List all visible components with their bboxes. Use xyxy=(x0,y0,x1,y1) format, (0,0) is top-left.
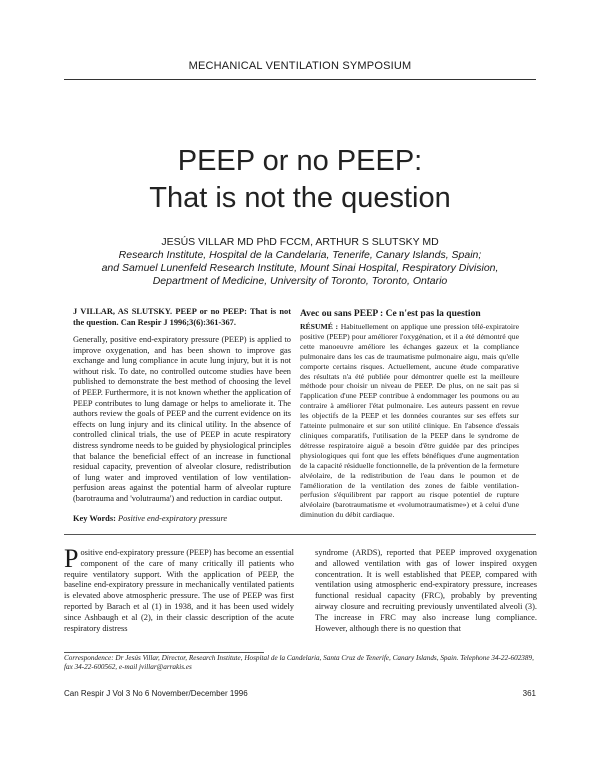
correspondence-rule xyxy=(64,652,264,653)
article-title-line-1: PEEP or no PEEP: xyxy=(177,145,423,177)
article-title-line-2: That is not the question xyxy=(149,182,451,214)
affiliation-line-3: Department of Medicine, University of Toronto, Toronto, Ontario xyxy=(152,275,448,287)
body-left-text: ositive end-expiratory pressure (PEEP) has become an essential component of the care of many critically ill patients who require ventilatory support. With the application of PEEP, the baseline end-expiratory pressure in mechanically ventilated patients is elevated above atmospheric pressure. The use of PEEP was first reported by Barach et al (1) in 1938, and it has been used widely since Ashbaugh et al (2), in their classic description of the acute respiratory distress xyxy=(64,548,294,633)
correspondence: Correspondence: Dr Jesús Villar, Director, Research Institute, Hospital de la Candelaria, Santa Cruz de Tenerife, Canary Islands, Spain. Telephone 34-22-602389, fax 34-22-600562, e-mail jvillar@arrakis.es xyxy=(64,654,534,672)
body-column-left xyxy=(64,544,294,634)
drop-cap: P xyxy=(64,544,79,573)
running-header: MECHANICAL VENTILATION SYMPOSIUM xyxy=(188,60,412,72)
body-column-right: syndrome (ARDS), reported that PEEP improved oxygenation and allowed ventilation with gas of lower inspired oxygen concentration. It is well established that PEEP, compared with ventilation using atmospheric end-expiratory pressure, increases functional residual capacity (FRC), probably by preventing airway closure and recruiting previously unventilated alveoli (3). The increase in FRC may also increase lung compliance. However, although there is no question that xyxy=(315,548,537,633)
keywords-label: Key Words: xyxy=(73,514,116,523)
resume-label: RÉSUMÉ : xyxy=(300,322,339,331)
page-number: 361 xyxy=(522,689,536,698)
french-abstract xyxy=(300,322,519,520)
affiliation-line-1: Research Institute, Hospital de la Candelaria, Tenerife, Canary Islands, Spain; xyxy=(118,249,482,261)
resume-text: Habituellement on applique une pression télé-expiratoire positive (PEEP) pour améliorer l'oxygénation, et il a été démontré que cette manoeuvre améliore les échanges gazeux et la compliance pulmonaire dans les cas de traumatisme pulmonaire aigu, mais qu'elle comporte certains risques. Actuellement, aucune étude comparative des résultats n'a été publiée pour démontrer quelle est la meilleure méthode pour choisir un niveau de PEEP. De plus, on ne sait pas si l'application d'une PEEP contribue à endommager les poumons ou au contraire à améliorer l'état pulmonaire. Les auteurs passent en revue les objectifs de la PEEP et les données courantes sur ses effets sur l'atteinte pulmonaire et sur son utilité clinique. En l'absence d'essais cliniques comparatifs, l'utilisation de la PEEP dans le syndrome de détresse respiratoire aiguë a besoin d'être guidée par des principes physiologiques qui font que les effets bénéfiques d'une augmentation de la capacité résiduelle fonctionnelle, de la prévention de la fermeture alvéolaire, de la redistribution de l'eau dans le poumon et de l'amélioration de la ventilation des zones de faible ventilation-perfusion s'équilibrent par rapport au risque potentiel de rupture alvéolaire (barotraumatisme et «volumotraumatisme») et à celui d'une diminution du débit cardiaque. xyxy=(300,322,520,520)
abstract-text: Generally, positive end-expiratory pressure (PEEP) is applied to improve oxygenation, and has been shown to improve gas exchange and lung compliance in acute lung injury, but it is not without risk. To date, no controlled outcome studies have been published to demonstrate the best method of choosing the level of PEEP. Furthermore, it is not known whether the application of PEEP contributes to lung damage or helps to ameliorate it. The authors review the goals of PEEP and the current evidence on its effects on lung injury and its clinical utility. In the absence of controlled clinical trials, the use of PEEP in acute respiratory distress syndrome needs to be guided by physiological principles that balance the beneficial effect of an increase in functional residual capacity, prevention of alveolar closure, redistribution of lung water and improved ventilation of low ventilation-perfusion areas against the potential harm of alveolar rupture (barotrauma and 'volutrauma') and reduction in cardiac output. xyxy=(73,335,291,503)
journal-footer: Can Respir J Vol 3 No 6 November/December 1996 xyxy=(64,689,248,698)
citation: J VILLAR, AS SLUTSKY. PEEP or no PEEP: That is not the question. Can Respir J 1996;3(6):361-367. xyxy=(73,307,291,327)
keywords-text: Positive end-expiratory pressure xyxy=(117,514,228,523)
affiliation-line-2: and Samuel Lunenfeld Research Institute, Mount Sinai Hospital, Respiratory Division, xyxy=(101,262,499,274)
french-title: Avec ou sans PEEP : Ce n'est pas la question xyxy=(300,309,481,319)
keywords xyxy=(73,514,291,525)
header-rule xyxy=(64,79,536,80)
section-rule xyxy=(64,534,536,535)
author-list: JESÚS VILLAR MD PhD FCCM, ARTHUR S SLUTSKY MD xyxy=(161,236,439,248)
